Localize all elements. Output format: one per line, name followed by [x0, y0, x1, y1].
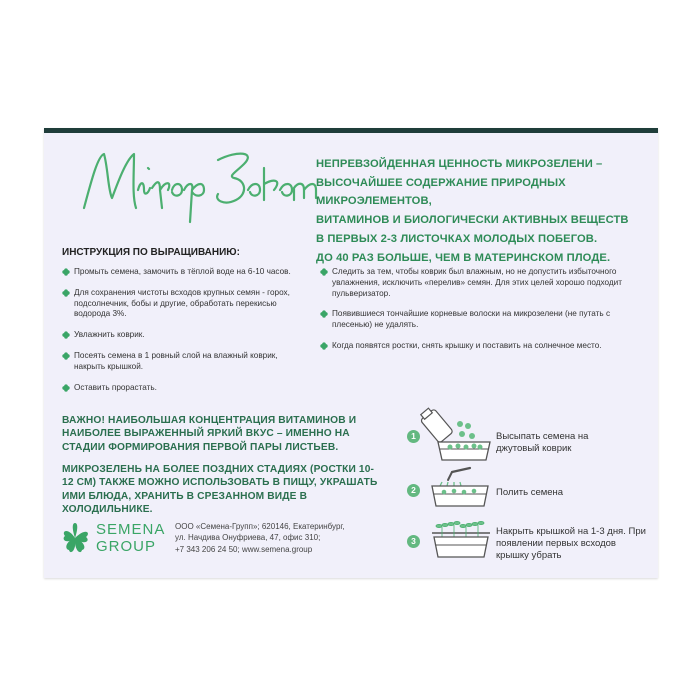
headline-line: ВИТАМИНОВ И БИОЛОГИЧЕСКИ АКТИВНЫХ ВЕЩЕСТВ: [316, 214, 629, 227]
instruction-text: Посеять семена в 1 ровный слой на влажный коврик, накрыть крышкой.: [74, 350, 278, 371]
headline-line: ВЫСОЧАЙШЕЕ СОДЕРЖАНИЕ ПРИРОДНЫХ МИКРОЭЛЕМЕНТОВ,: [316, 176, 566, 208]
clover-logo-icon: [58, 521, 92, 557]
step-number: 1: [407, 430, 420, 443]
covered-sprouts-illustration-icon: [426, 519, 496, 559]
instructions-left-column: [62, 267, 310, 403]
brand-name: [96, 521, 166, 555]
clover-bullet-icon: [62, 384, 70, 392]
important-note: ВАЖНО! НАИБОЛЬШАЯ КОНЦЕНТРАЦИЯ ВИТАМИНОВ И НАИБОЛЕЕ ВЫРАЖЕННЫЙ ЯРКИЙ ВКУС – ИМЕННО НА СТАДИИ ФОРМИРОВАНИЯ ПЕРВОЙ ПАРЫ ЛИСТЬЕВ.: [62, 415, 357, 453]
instruction-text: Промыть семена, замочить в тёплой воде на 6-10 часов.: [74, 267, 291, 276]
instruction-text: Следить за тем, чтобы коврик был влажным, но не допустить избыточного увлажнения, исключить «перелив» семян. Для этих целей хорошо подходит пульверизатор.: [332, 267, 623, 298]
clover-bullet-icon: [320, 268, 328, 276]
brand-line-2: GROUP: [96, 538, 157, 555]
seed-pouring-illustration-icon: [416, 402, 496, 464]
instruction-item: [62, 383, 310, 394]
step-text: Высыпать семена на джутовый коврик: [496, 431, 589, 454]
headline-line: НЕПРЕВЗОЙДЕННАЯ ЦЕННОСТЬ МИКРОЗЕЛЕНИ –: [316, 158, 603, 170]
step-text: Полить семена: [496, 487, 564, 498]
headline: [316, 155, 656, 267]
contact-line: ООО «Семена-Групп»; 620146, Екатеринбург,: [175, 522, 345, 531]
instruction-text: Появившиеся тончайшие корневые волоски на микрозелени (не путать с плесенью) не удалять.: [332, 309, 611, 330]
instructions-title: ИНСТРУКЦИЯ ПО ВЫРАЩИВАНИЮ:: [62, 247, 240, 258]
headline-line: В ПЕРВЫХ 2-3 ЛИСТОЧКАХ МОЛОДЫХ ПОБЕГОВ.: [316, 232, 598, 245]
headline-line: ДО 40 РАЗ БОЛЬШЕ, ЧЕМ В МАТЕРИНСКОМ ПЛОДЕ.: [316, 251, 611, 264]
step-text: Накрыть крышкой на 1-3 дня. При появлении первых всходов крышку убрать: [496, 526, 646, 561]
instruction-item: [320, 267, 640, 299]
instruction-item: [320, 309, 640, 331]
instruction-text: Оставить прорастать.: [74, 382, 157, 392]
clover-bullet-icon: [62, 289, 70, 297]
instruction-item: [62, 351, 310, 373]
contact-line: +7 343 206 24 50; www.semena.group: [175, 544, 313, 554]
instruction-text: Когда появятся ростки, снять крышку и поставить на солнечное место.: [332, 340, 602, 350]
microgreens-script-title: [78, 138, 328, 234]
watering-illustration-icon: [424, 466, 496, 510]
instruction-text: Для сохранения чистоты всходов крупных семян - горох, подсолнечник, бобы и другие, обработать перекисью водорода 3%.: [74, 287, 290, 319]
clover-bullet-icon: [62, 331, 70, 339]
contact-line: ул. Начдива Онуфриева, 47, офис 310;: [175, 533, 321, 543]
late-stage-note: МИКРОЗЕЛЕНЬ НА БОЛЕЕ ПОЗДНИХ СТАДИЯХ (РОСТКИ 10-12 СМ) ТАКЖЕ МОЖНО ИСПОЛЬЗОВАТЬ В ПИЩУ, УКРАШАТЬ ИМИ БЛЮДА, ХРАНИТЬ В СРЕЗАННОМ ВИДЕ В ХОЛОДИЛЬНИКЕ.: [62, 464, 378, 516]
step-number: 2: [407, 484, 420, 497]
step-number: 3: [407, 535, 420, 548]
instruction-item: [62, 330, 310, 341]
instruction-text: Увлажнить коврик.: [74, 330, 145, 340]
brand-line-1: SEMENA: [96, 521, 166, 538]
instruction-item: [320, 341, 640, 352]
clover-bullet-icon: [62, 352, 70, 360]
instruction-item: [62, 267, 310, 278]
clover-bullet-icon: [320, 342, 328, 350]
contacts: [175, 521, 385, 555]
clover-bullet-icon: [62, 268, 70, 276]
clover-bullet-icon: [320, 310, 328, 318]
instructions-right-column: [320, 267, 640, 362]
instruction-item: [62, 288, 310, 320]
